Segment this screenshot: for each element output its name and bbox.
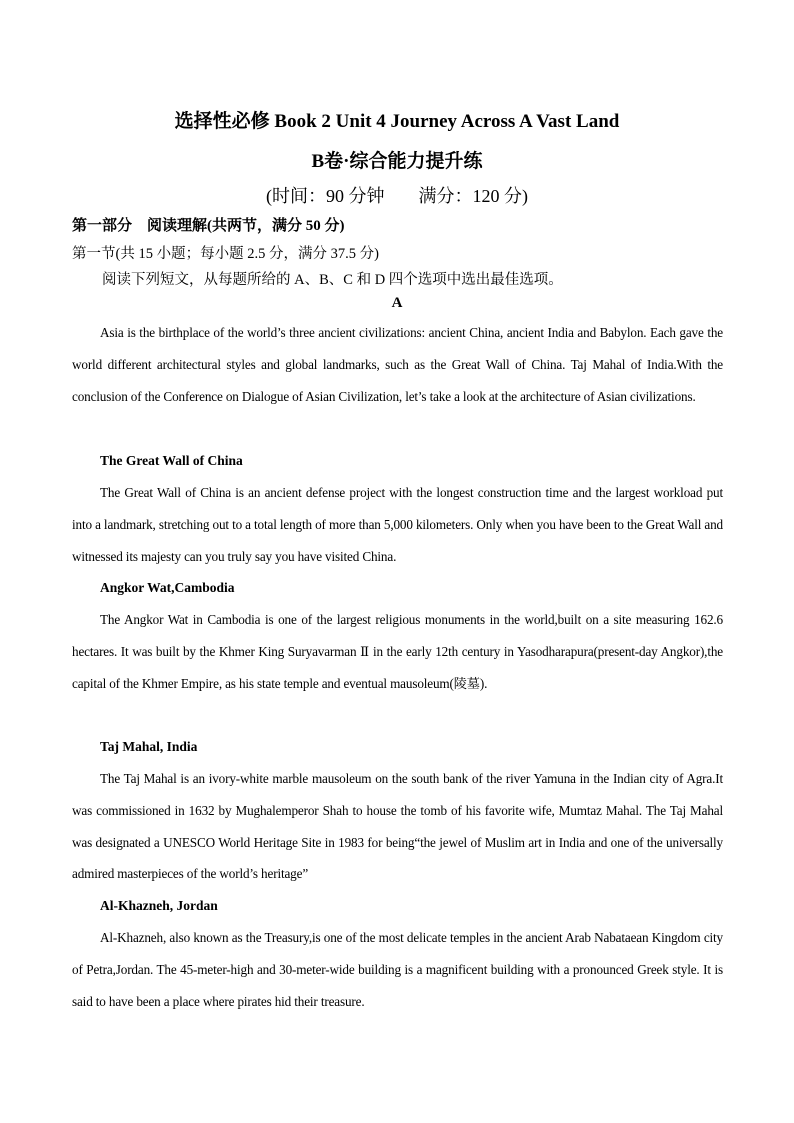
document-title: 选择性必修 Book 2 Unit 4 Journey Across A Vast Land bbox=[174, 111, 620, 132]
instruction-text: 阅读下列短文，从每题所给的 A、B、C 和 D 四个选项中选出最佳选项。 bbox=[102, 272, 563, 288]
part-heading: 第一部分 阅读理解(共两节，满分 50 分) bbox=[72, 218, 345, 234]
passage-letter: A bbox=[391, 295, 403, 311]
document-subtitle: B卷·综合能力提升练 bbox=[311, 151, 483, 172]
section-title-al-khazneh: Al-Khazneh, Jordan bbox=[100, 898, 218, 913]
section-title-taj-mahal: Taj Mahal, India bbox=[100, 739, 198, 754]
score-label: 满分：120 分) bbox=[418, 186, 528, 206]
exam-info bbox=[0, 182, 794, 208]
time-label: (时间：90 分钟 bbox=[266, 186, 385, 206]
paragraph-angkor-wat: The Angkor Wat in Cambodia is one of the largest religious monuments in the world,built on a site measuring 162.6 hectares. It was built by the Khmer King Suryavarman Ⅱ in the early 12th century in Yasodharapura(present-day Angkor),the capital of the Khmer Empire, as his state temple and eventual mausoleum(陵墓). bbox=[72, 612, 723, 691]
intro-paragraph: Asia is the birthplace of the world’s three ancient civilizations: ancient China, ancient India and Babylon. Each gave the world different architectural styles and global landmarks, such as the Great Wall of China. Taj Mahal of India.With the conclusion of the Conference on Dialogue of Asian Civilization, let’s take a look at the architecture of Asian civilizations. bbox=[72, 325, 723, 404]
section-title-angkor-wat: Angkor Wat,Cambodia bbox=[100, 580, 235, 595]
paragraph-taj-mahal: The Taj Mahal is an ivory-white marble mausoleum on the south bank of the river Yamuna in the Indian city of Agra.It was commissioned in 1632 by Mughalemperor Shah to house the tomb of his favorite wife, Mumtaz Mahal. The Taj Mahal was designated a UNESCO World Heritage Site in 1983 for being“the jewel of Muslim art in India and one of the universally admired masterpieces of the world’s heritage” bbox=[72, 771, 723, 882]
paragraph-al-khazneh: Al-Khazneh, also known as the Treasury,is one of the most delicate temples in the ancient Arab Nabataean Kingdom city of Petra,Jordan. The 45-meter-high and 30-meter-wide building is a magnificent building with a pronounced Greek style. It is said to have been a place where pirates hid their treasure. bbox=[72, 930, 723, 1009]
section-title-great-wall: The Great Wall of China bbox=[100, 453, 243, 468]
paragraph-great-wall: The Great Wall of China is an ancient defense project with the longest construction time and the largest workload put into a landmark, stretching out to a total length of more than 5,000 kilometers. Only when you have been to the Great Wall and witnessed its majesty can you truly say you have visited China. bbox=[72, 485, 723, 564]
section-heading: 第一节(共 15 小题；每小题 2.5 分，满分 37.5 分) bbox=[72, 246, 379, 262]
